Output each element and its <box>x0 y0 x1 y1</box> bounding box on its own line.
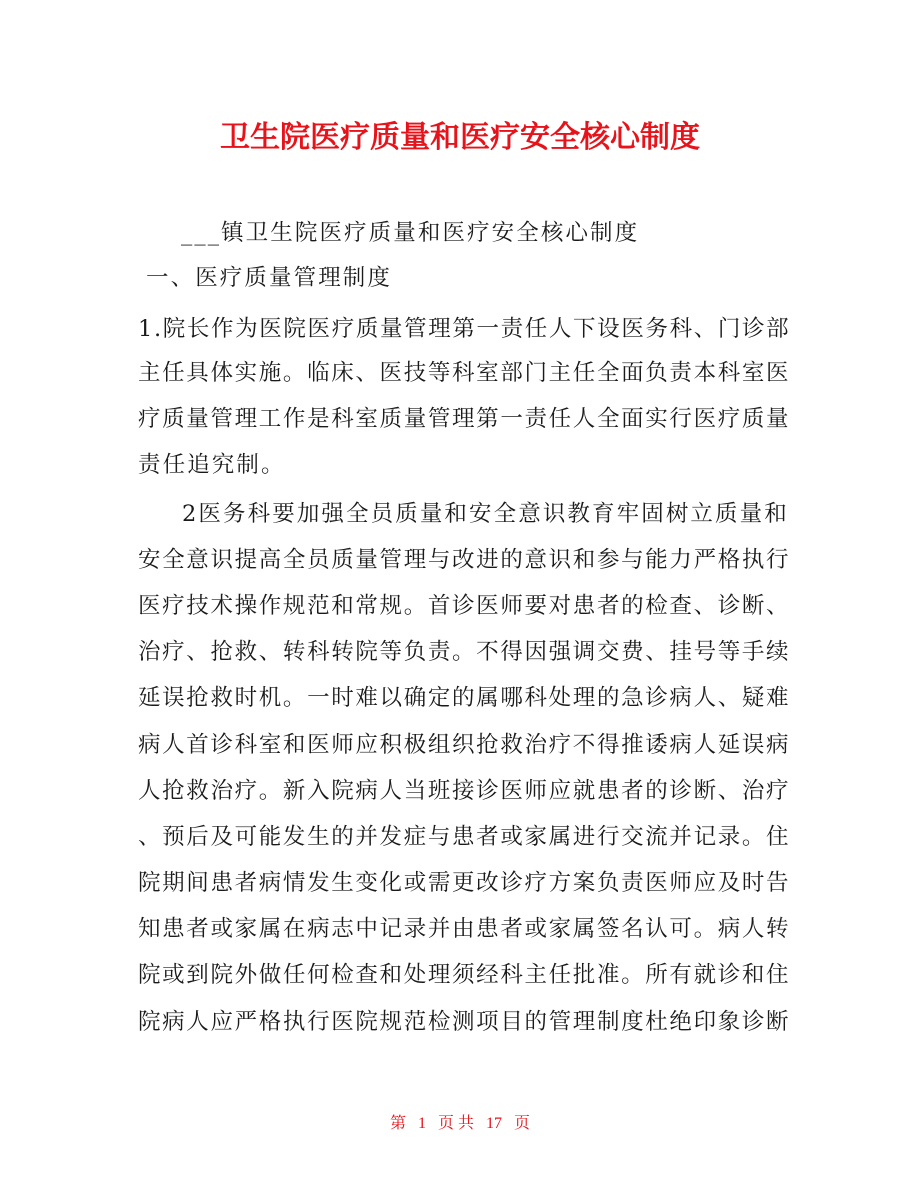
paragraph-line: 1.院长作为医院医疗质量管理第一责任人下设医务科、门诊部 <box>138 316 791 342</box>
paragraph-line: 院期间患者病情发生变化或需更改诊疗方案负责医师应及时告 <box>138 870 791 896</box>
document-title: 卫生院医疗质量和医疗安全核心制度 <box>220 120 700 155</box>
paragraph-line: 延误抢救时机。一时难以确定的属哪科处理的急诊病人、疑难 <box>138 685 791 711</box>
paragraph-line: 、预后及可能发生的并发症与患者或家属进行交流并记录。住 <box>138 824 791 850</box>
paragraph-line: 知患者或家属在病志中记录并由患者或家属签名认可。病人转 <box>138 916 791 942</box>
subtitle: ___镇卫生院医疗质量和医疗安全核心制度 <box>181 220 640 246</box>
footer-suffix: 页 <box>514 1115 531 1132</box>
paragraph-line: 安全意识提高全员质量管理与改进的意识和参与能力严格执行 <box>138 547 791 573</box>
footer-total-pages: 17 <box>486 1115 502 1132</box>
paragraph-line: 疗质量管理工作是科室质量管理第一责任人全面实行医疗质量 <box>138 406 791 432</box>
paragraph-line: 责任追究制。 <box>138 452 286 478</box>
section-heading: 一、医疗质量管理制度 <box>146 265 393 291</box>
footer-prefix: 第 <box>389 1115 406 1132</box>
paragraph-line: 院病人应严格执行医院规范检测项目的管理制度杜绝印象诊断 <box>138 1009 791 1035</box>
footer-page-number: 1 <box>417 1115 426 1132</box>
page-footer <box>0 1112 920 1136</box>
paragraph-line: 院或到院外做任何检查和处理须经科主任批准。所有就诊和住 <box>138 962 791 988</box>
footer-middle: 页 共 <box>437 1115 474 1132</box>
paragraph-line: 医疗技术操作规范和常规。首诊医师要对患者的检查、诊断、 <box>138 593 791 619</box>
paragraph-line: 治疗、抢救、转科转院等负责。不得因强调交费、挂号等手续 <box>138 639 791 665</box>
paragraph-line: 主任具体实施。临床、医技等科室部门主任全面负责本科室医 <box>138 360 791 386</box>
paragraph-line: 2医务科要加强全员质量和安全意识教育牢固树立质量和 <box>182 501 789 527</box>
paragraph-line: 病人首诊科室和医师应积极组织抢救治疗不得推诿病人延误病 <box>138 732 791 758</box>
paragraph-line: 人抢救治疗。新入院病人当班接诊医师应就患者的诊断、治疗 <box>138 778 791 804</box>
